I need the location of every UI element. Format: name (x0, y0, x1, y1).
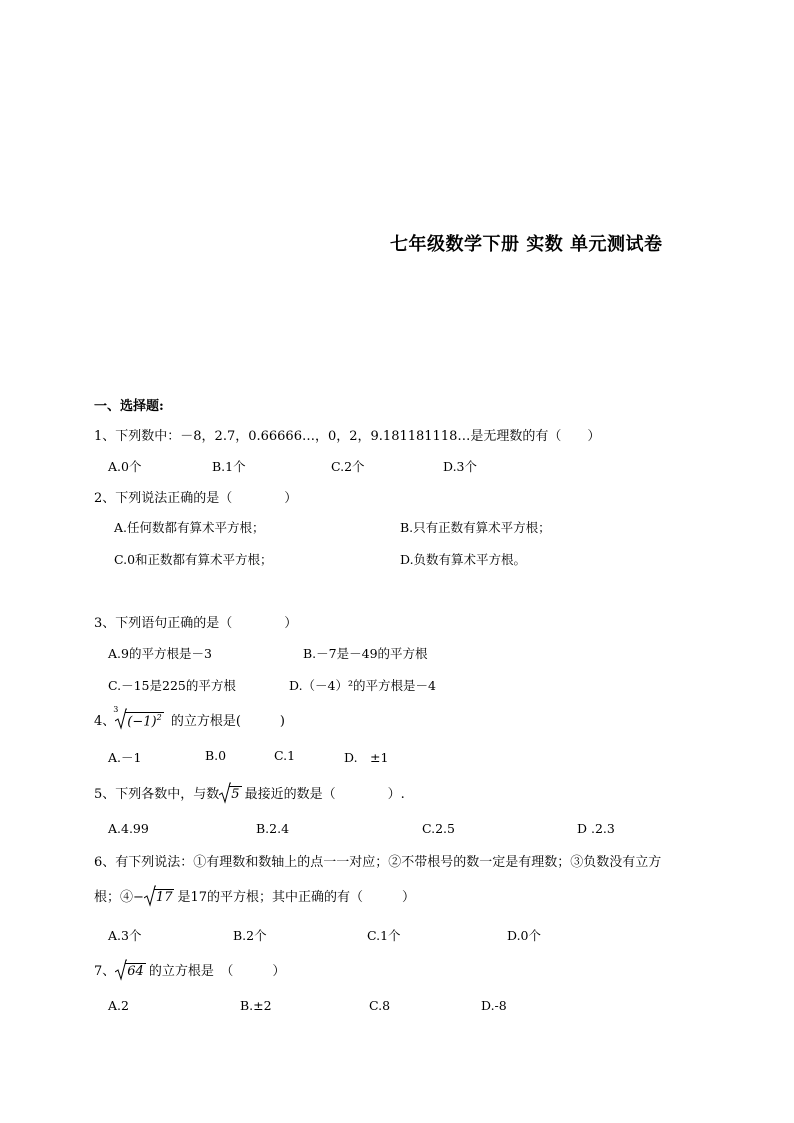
question-5-option-c: C.2.5 (422, 821, 455, 836)
question-6-option-b: B.2个 (233, 928, 267, 943)
question-3-option-a: A.9的平方根是－3 (108, 646, 212, 661)
question-4-suffix: 的立方根是( ) (170, 714, 285, 729)
question-1-text: 1、下列数中：－8，2.7，0.66666…，0，2，9.181181118…是无理数的有（ ） (94, 429, 601, 444)
radicand-value: (−1) (127, 714, 157, 729)
question-7-option-c: C.8 (369, 998, 391, 1013)
question-6-prefix: 根；④ (94, 890, 134, 905)
question-6-option-c: C.1个 (367, 928, 401, 943)
question-5-suffix: 最接近的数是（ ）. (244, 787, 405, 802)
question-5-option-b: B.2.4 (256, 821, 290, 836)
question-4-text (94, 704, 285, 729)
question-2-option-c: C.0和正数都有算术平方根； (114, 552, 273, 567)
question-7-text (94, 960, 285, 979)
square-root-symbol (115, 963, 146, 979)
cube-root-symbol (113, 704, 163, 729)
question-3-option-c: C.－15是225的平方根 (108, 678, 236, 693)
radicand (125, 712, 163, 729)
question-3-option-b: B.－7是－49的平方根 (303, 646, 428, 661)
root-index: 3 (113, 704, 119, 714)
question-1-option-a: A.0个 (108, 459, 142, 474)
section-heading: 一、选择题: (94, 399, 164, 414)
question-1-option-c: C.2个 (331, 459, 365, 474)
square-root-symbol (219, 786, 241, 802)
question-6-suffix: 是17的平方根；其中正确的有（ ） (177, 890, 416, 905)
question-4-option-b: B.0 (205, 748, 227, 763)
question-7-prefix: 7、 (94, 964, 116, 979)
question-7-suffix: 的立方根是 （ ） (148, 964, 286, 979)
question-2-text: 2、下列说法正确的是（ ） (94, 491, 298, 506)
question-2-option-b: B.只有正数有算术平方根； (400, 520, 551, 535)
radicand: 64 (127, 964, 144, 979)
question-6-line-1: 6、有下列说法：①有理数和数轴上的点一一对应；②不带根号的数一定是有理数；③负数没有立方 (94, 855, 662, 870)
question-5-option-d: D .2.3 (577, 821, 615, 836)
question-3-option-d: D.（－4）²的平方根是－4 (289, 678, 436, 693)
question-4-option-a: A.－1 (108, 750, 142, 765)
question-5-option-a: A.4.99 (108, 821, 149, 836)
question-6-option-d: D.0个 (507, 928, 542, 943)
question-1-option-b: B.1个 (212, 459, 246, 474)
radicand: 17 (155, 890, 173, 905)
question-4-option-d: D. ±1 (344, 750, 389, 765)
question-3-text: 3、下列语句正确的是（ ） (94, 616, 298, 631)
question-2-option-a: A.任何数都有算术平方根； (114, 520, 265, 535)
radicand: 5 (231, 787, 240, 802)
question-4-option-c: C.1 (274, 748, 296, 763)
exponent: 2 (156, 712, 162, 722)
question-5-prefix: 5、下列各数中，与数 (94, 787, 220, 802)
page-title: 七年级数学下册 实数 单元测试卷 (390, 234, 663, 255)
question-4-prefix: 4、 (94, 714, 116, 729)
square-root-symbol (144, 889, 175, 905)
question-7-option-b: B.±2 (240, 998, 272, 1013)
question-7-option-d: D.-8 (481, 998, 507, 1013)
question-6-line-2 (94, 886, 415, 905)
question-2-option-d: D.负数有算术平方根。 (400, 552, 527, 567)
question-6-option-a: A.3个 (108, 928, 142, 943)
question-7-option-a: A.2 (108, 998, 129, 1013)
minus-sign: − (133, 890, 144, 905)
question-5-text (94, 783, 405, 802)
question-1-option-d: D.3个 (443, 459, 478, 474)
